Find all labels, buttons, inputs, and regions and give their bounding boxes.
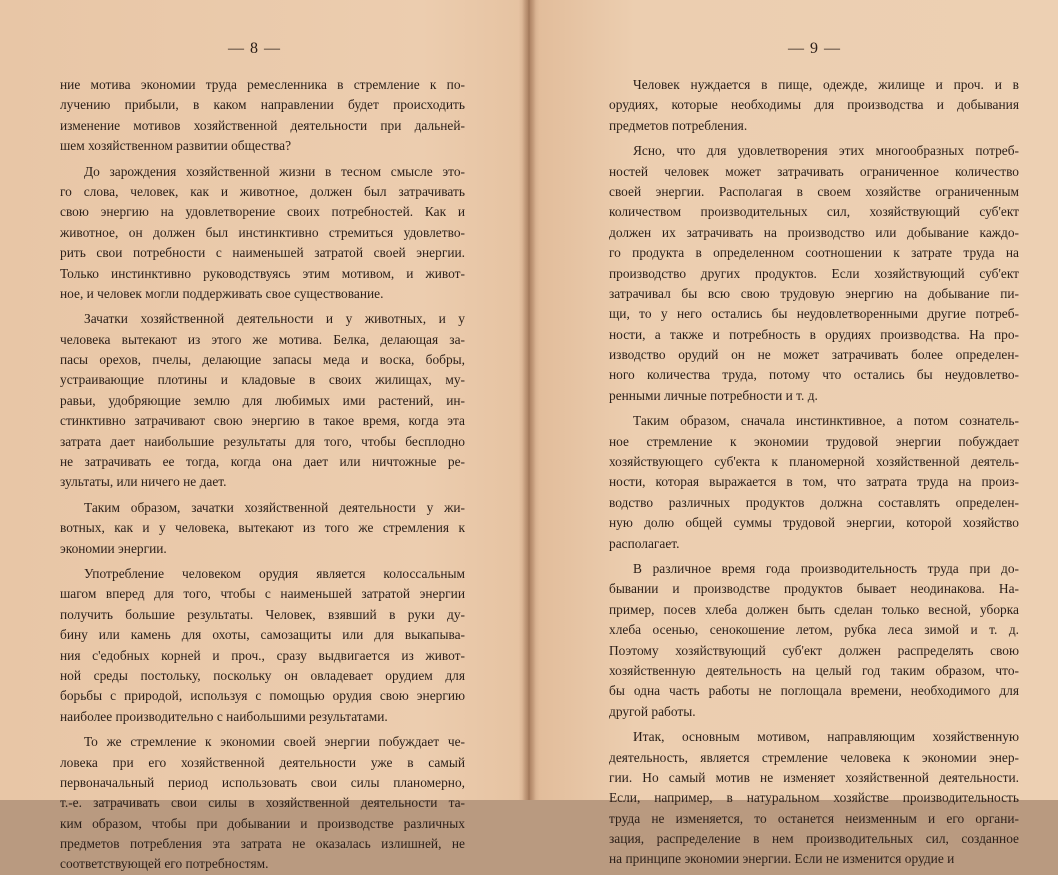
text-line: изводство орудий он не может затрачивать более определен- <box>609 347 1019 363</box>
text-line: лучению прибыли, в каком направлении будет происходить <box>60 97 465 113</box>
right-page <box>533 0 1058 867</box>
text-line: ного количества труда, потому что остались бы неудовлетво- <box>609 367 1019 383</box>
text-line: располагает. <box>609 535 680 551</box>
text-line: ние мотива экономии труда ремесленника в стремление к по- <box>60 77 465 92</box>
text-line: на принципе экономии энергии. Если не изменится орудие и <box>609 851 955 867</box>
text-line: Человек нуждается в пище, одежде, жилище и проч. и в <box>633 77 1019 92</box>
text-line: количеством производительных сил, хозяйствующий суб'ект <box>609 204 1019 220</box>
text-line: Таким образом, сначала инстинктивное, а потом сознатель- <box>633 413 1019 429</box>
text-line: первоначальный период использовать свои силы планомерно, <box>60 774 465 790</box>
paragraph <box>60 564 465 727</box>
text-line: водство различных продуктов должна составлять определен- <box>609 494 1019 510</box>
text-line: Употребление человеком орудия является колоссальным <box>84 565 465 581</box>
paragraph <box>609 559 1019 722</box>
text-line: не затрачивать ее тогда, когда она дает или ничтожные ре- <box>60 454 465 470</box>
text-line: ности, а также и потребность в орудиях производства. На про- <box>609 326 1019 342</box>
paragraph <box>609 75 1019 136</box>
page-number: — 8 — <box>228 40 281 57</box>
text-line: труда не изменяется, то останется неизменным и его органи- <box>609 810 1019 826</box>
text-line: затрата дает наибольшие результаты для того, чтобы бесплодно <box>60 433 465 449</box>
text-line: го продукта в определенном соотношении к затрате труда на <box>609 245 1019 261</box>
text-line: До зарождения хозяйственной жизни в тесном смысле это- <box>84 163 465 179</box>
text-line: животное, он должен был инстинктивно стремиться удовлетво- <box>60 224 465 240</box>
text-line: пасы орехов, пчелы, делающие запасы меда и воска, бобры, <box>60 352 465 368</box>
text-line: равьи, удобряющие землю для любимых ими растений, ин- <box>60 392 465 408</box>
text-line: Поэтому хозяйствующий суб'ект должен распределять свою <box>609 642 1019 658</box>
text-line: устраивающие плотины и кладовые в своих жилищах, му- <box>60 372 465 388</box>
text-line: хлеба осенью, сенокошение летом, рубка леса зимой и т. д. <box>609 622 1019 638</box>
text-line: рить свои потребности с наименьшей затратой своей энергии. <box>60 245 465 261</box>
text-line: человека вытекают из этого же мотива. Белка, делающая за- <box>60 331 465 347</box>
text-line: Ясно, что для удовлетворения этих многообразных потреб- <box>633 143 1019 159</box>
text-line: бы одна часть работы не поглощала времени, необходимого для <box>609 683 1019 699</box>
text-line: В различное время года производительность труда при до- <box>633 560 1019 576</box>
text-line: ловека при его хозяйственной деятельности уже в самый <box>60 754 465 770</box>
text-line: Таким образом, зачатки хозяйственной деятельности у жи- <box>84 499 465 515</box>
text-line: деятельность, является стремление человека к экономии энер- <box>609 749 1019 765</box>
text-line: Только инстинктивно руководствуясь этим мотивом, и живот- <box>60 265 465 281</box>
text-line: ное, и человек могли поддерживать свое существование. <box>60 285 384 301</box>
paragraph <box>609 727 1019 870</box>
text-line: экономии энергии. <box>60 540 167 556</box>
text-line: вотных, как и у человека, вытекают из того же стремления к <box>60 520 465 536</box>
text-line: зультаты, или ничего не дает. <box>60 474 227 490</box>
text-line: ности, которая выражается в том, что затрата труда на произ- <box>609 474 1019 490</box>
paragraph <box>60 732 465 875</box>
text-line: своей энергии. Располагая в своем хозяйстве ограниченным <box>609 183 1019 199</box>
text-line: изменение мотивов хозяйственной деятельности при дальней- <box>60 117 465 133</box>
text-line: ренными личные потребности и т. д. <box>609 387 818 403</box>
paragraph <box>60 162 465 305</box>
text-line: гии. Но самый мотив не изменяет хозяйственной деятельности. <box>609 769 1019 785</box>
left-page <box>0 0 525 872</box>
text-line: Итак, основным мотивом, направляющим хозяйственную <box>633 729 1019 745</box>
text-line: хозяйственную деятельность на целый год таким образом, что- <box>609 662 1019 678</box>
text-line: го слова, человек, как и животное, должен был затрачивать <box>60 183 465 199</box>
text-line: Зачатки хозяйственной деятельности и у животных, и у <box>84 311 465 327</box>
text-line: борьбы с природой, используя с помощью орудия свою энергию <box>60 688 465 704</box>
text-line: хозяйствующего суб'екта к планомерной хозяйственной деятель- <box>609 454 1019 470</box>
text-line: шем хозяйственном развитии общества? <box>60 138 292 154</box>
page-number: — 9 — <box>788 40 841 57</box>
text-line: другой работы. <box>609 703 696 719</box>
text-line: ное стремление к экономии трудовой энергии побуждает <box>609 433 1019 449</box>
text-line: т.-е. затрачивать свои силы в хозяйственной деятельности та- <box>60 795 465 811</box>
text-line: производство других продуктов. Если хозяйствующий суб'ект <box>609 265 1019 281</box>
text-line: предметов потребления. <box>609 117 748 133</box>
paragraph <box>60 309 465 493</box>
text-line: предметов потребления эта затрата не оказалась излишней, не <box>60 836 465 852</box>
paragraph <box>60 498 465 559</box>
text-line: стинктивно затрачивают свою энергию в такое время, когда эта <box>60 413 465 429</box>
paragraph <box>60 75 465 157</box>
text-line: ния с'едобных корней и проч., сразу выдвигается из живот- <box>60 647 465 663</box>
text-line: бывании и производстве продуктов бывает неодинакова. На- <box>609 581 1019 597</box>
text-line: затрачивал бы всю свою трудовую энергию на добывание пи- <box>609 285 1019 301</box>
text-line: наиболее производительно с наибольшими результатами. <box>60 708 388 724</box>
text-line: щи, то у него остались бы неудовлетворенными другие потреб- <box>609 306 1019 322</box>
text-line: То же стремление к экономии своей энергии побуждает че- <box>84 734 465 750</box>
text-line: орудиях, которые необходимы для производства и добывания <box>609 97 1019 113</box>
text-line: Если, например, в натуральном хозяйстве производительность <box>609 790 1019 806</box>
text-line: соответствующей его потребностям. <box>60 856 269 872</box>
text-block <box>609 75 1019 870</box>
text-line: получить большие результаты. Человек, взявший в руки ду- <box>60 606 465 622</box>
text-line: шагом вперед для того, чтобы с наименьшей затратой энергии <box>60 586 465 602</box>
text-line: свою энергию на удовлетворение своих потребностей. Как и <box>60 204 465 220</box>
text-block <box>60 75 465 875</box>
paragraph <box>609 141 1019 406</box>
text-line: ким образом, чтобы при добывании и производстве различных <box>60 815 465 831</box>
paragraph <box>609 411 1019 554</box>
text-line: ной среды постольку, поскольку он овладевает орудием для <box>60 667 465 683</box>
text-line: пример, посев хлеба должен быть сделан только весной, уборка <box>609 601 1019 617</box>
text-line: ную долю общей суммы трудовой энергии, которой хозяйство <box>609 515 1019 531</box>
text-line: зация, распределение в нем производительных сил, созданное <box>609 831 1019 847</box>
text-line: должен их затрачивать на производство или добывание каждо- <box>609 224 1019 240</box>
text-line: ностей человек может затрачивать ограниченное количество <box>609 163 1019 179</box>
text-line: бину или камень для охоты, самозащиты или для выкапыва- <box>60 627 465 643</box>
